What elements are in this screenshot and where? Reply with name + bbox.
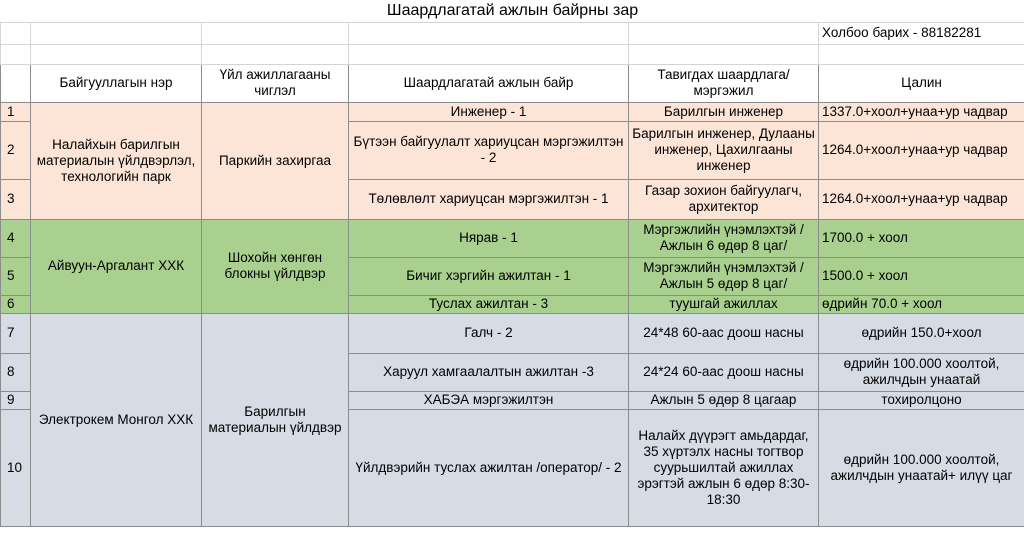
salary[interactable]: өдрийн 100.000 хоолтой, ажилчдын унаатай bbox=[819, 353, 1024, 391]
salary[interactable]: 1700.0 + хоол bbox=[819, 219, 1024, 257]
requirement[interactable]: туушгай ажиллах bbox=[629, 295, 819, 313]
salary[interactable]: 1264.0+хоол+унаа+ур чадвар bbox=[819, 121, 1024, 179]
requirement[interactable]: Ажлын 5 өдөр 8 цагаар bbox=[629, 391, 819, 409]
header-requirement[interactable]: Тавигдах шаардлага/ мэргэжил bbox=[629, 64, 819, 102]
salary[interactable]: 1337.0+хоол+унаа+ур чадвар bbox=[819, 102, 1024, 121]
salary[interactable]: өдрийн 150.0+хоол bbox=[819, 313, 1024, 353]
requirement[interactable]: 24*48 60-аас доош насны bbox=[629, 313, 819, 353]
cell[interactable] bbox=[31, 44, 202, 64]
row-number[interactable]: 2 bbox=[1, 121, 31, 179]
row-number[interactable]: 7 bbox=[1, 313, 31, 353]
row-number[interactable]: 6 bbox=[1, 295, 31, 313]
requirement[interactable]: Барилгын инженер bbox=[629, 102, 819, 121]
row-number[interactable]: 10 bbox=[1, 409, 31, 526]
cell[interactable] bbox=[202, 44, 349, 64]
header-num[interactable] bbox=[1, 64, 31, 102]
activity[interactable]: Барилгын материалын үйлдвэр bbox=[202, 313, 349, 526]
row-number[interactable]: 1 bbox=[1, 102, 31, 121]
table-row bbox=[1, 219, 1024, 257]
org-name[interactable]: Налайхын барилгын материалын үйлдвэрлэл, технологийн парк bbox=[31, 102, 202, 219]
cell[interactable] bbox=[202, 22, 349, 44]
header-org[interactable]: Байгууллагын нэр bbox=[31, 64, 202, 102]
cell[interactable] bbox=[349, 44, 629, 64]
job-title[interactable]: Төлөвлөлт хариуцсан мэргэжилтэн - 1 bbox=[349, 179, 629, 219]
job-title[interactable]: Нярав - 1 bbox=[349, 219, 629, 257]
cell[interactable] bbox=[629, 22, 819, 44]
header-job[interactable]: Шаардлагатай ажлын байр bbox=[349, 64, 629, 102]
job-title[interactable]: ХАБЭА мэргэжилтэн bbox=[349, 391, 629, 409]
sheet-title: Шаардлагатай ажлын байрны зар bbox=[386, 1, 639, 19]
contact-info[interactable]: Холбоо барих - 88182281 bbox=[819, 22, 1024, 44]
org-name[interactable]: Электрокем Монгол ХХК bbox=[31, 313, 202, 526]
job-title[interactable]: Үйлдвэрийн туслах ажилтан /оператор/ - 2 bbox=[349, 409, 629, 526]
job-title[interactable]: Харуул хамгаалалтын ажилтан -3 bbox=[349, 353, 629, 391]
salary[interactable]: тохиролцоно bbox=[819, 391, 1024, 409]
job-title[interactable]: Инженер - 1 bbox=[349, 102, 629, 121]
cell[interactable] bbox=[629, 44, 819, 64]
job-title[interactable]: Бүтээн байгуулалт хариуцсан мэргэжилтэн - 2 bbox=[349, 121, 629, 179]
requirement[interactable]: Газар зохион байгуулагч, архитектор bbox=[629, 179, 819, 219]
job-title[interactable]: Галч - 2 bbox=[349, 313, 629, 353]
table-row bbox=[1, 102, 1024, 121]
cell[interactable] bbox=[31, 22, 202, 44]
row-number[interactable]: 4 bbox=[1, 219, 31, 257]
cell[interactable] bbox=[1, 22, 31, 44]
salary[interactable]: өдрийн 70.0 + хоол bbox=[819, 295, 1024, 313]
row-number[interactable]: 9 bbox=[1, 391, 31, 409]
salary[interactable]: 1264.0+хоол+унаа+ур чадвар bbox=[819, 179, 1024, 219]
requirement[interactable]: Мэргэжлийн үнэмлэхтэй /Ажлын 5 өдөр 8 цаг/ bbox=[629, 257, 819, 295]
requirement[interactable]: Налайх дүүрэгт амьдардаг, 35 хүртэлх насны тогтвор суурьшилтай ажиллах эрэгтэй ажлын 6 өдөр 8:30-18:30 bbox=[629, 409, 819, 526]
requirement[interactable]: Барилгын инженер, Дулааны инженер, Цахилгааны инженер bbox=[629, 121, 819, 179]
row-number[interactable]: 5 bbox=[1, 257, 31, 295]
salary[interactable]: өдрийн 100.000 хоолтой, ажилчдын унаатай+ илүү цаг bbox=[819, 409, 1024, 526]
org-name[interactable]: Айвуун-Аргалант ХХК bbox=[31, 219, 202, 313]
table-row bbox=[1, 313, 1024, 353]
header-activity[interactable]: Үйл ажиллагааны чиглэл bbox=[202, 64, 349, 102]
header-salary[interactable]: Цалин bbox=[819, 64, 1024, 102]
cell[interactable] bbox=[1, 44, 31, 64]
activity[interactable]: Шохойн хөнгөн блокны үйлдвэр bbox=[202, 219, 349, 313]
salary[interactable]: 1500.0 + хоол bbox=[819, 257, 1024, 295]
job-title[interactable]: Туслах ажилтан - 3 bbox=[349, 295, 629, 313]
job-title[interactable]: Бичиг хэргийн ажилтан - 1 bbox=[349, 257, 629, 295]
activity[interactable]: Паркийн захиргаа bbox=[202, 102, 349, 219]
requirement[interactable]: 24*24 60-аас доош насны bbox=[629, 353, 819, 391]
row-number[interactable]: 8 bbox=[1, 353, 31, 391]
row-number[interactable]: 3 bbox=[1, 179, 31, 219]
requirement[interactable]: Мэргэжлийн үнэмлэхтэй /Ажлын 6 өдөр 8 цаг/ bbox=[629, 219, 819, 257]
cell[interactable] bbox=[819, 44, 1024, 64]
cell[interactable] bbox=[349, 22, 629, 44]
